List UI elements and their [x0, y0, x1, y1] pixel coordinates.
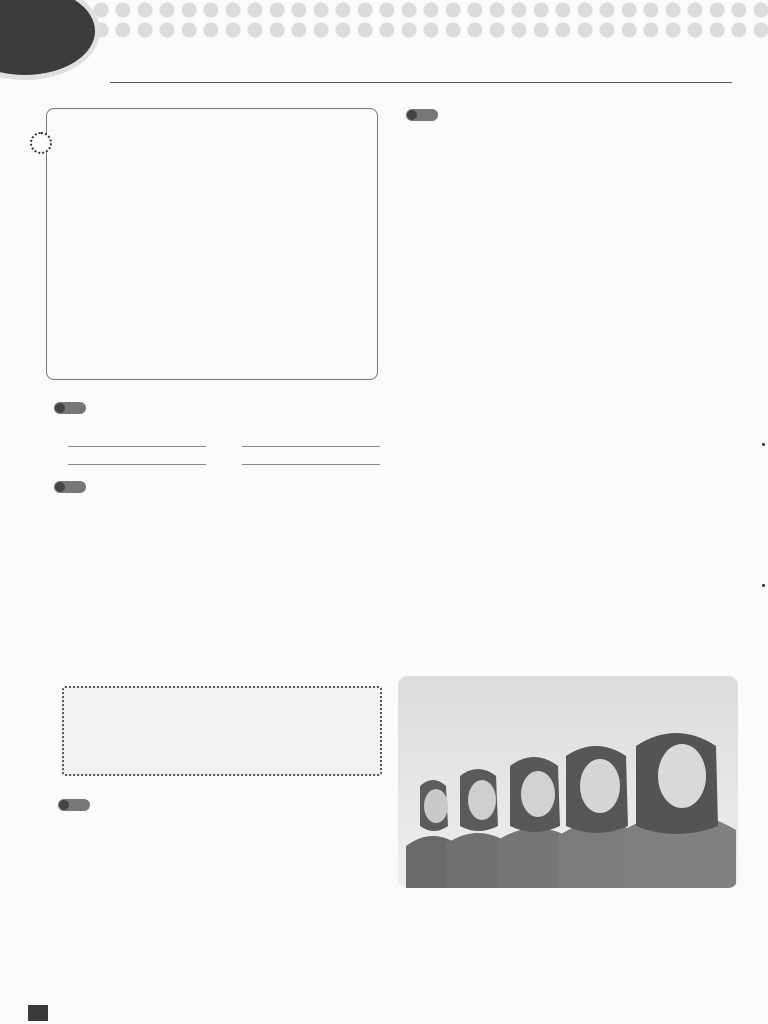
tip-box: [62, 686, 382, 776]
lesson-badge: [0, 0, 100, 80]
audio-track-icon[interactable]: [58, 799, 90, 811]
margin-mark: [762, 584, 765, 587]
q1-instruction: [74, 136, 77, 152]
q2-answer-line-3[interactable]: [242, 436, 380, 447]
clones-photo: [398, 676, 738, 888]
q3-audio: [54, 478, 86, 496]
q5-audio: [406, 106, 438, 124]
header-divider: [110, 82, 732, 83]
audio-track-icon[interactable]: [406, 109, 438, 121]
q2-audio: [54, 399, 86, 417]
audio-track-icon[interactable]: [54, 402, 86, 414]
q2-answer-line-4[interactable]: [242, 454, 380, 465]
q2-answer-line-1[interactable]: [68, 436, 206, 447]
page-number: [28, 1005, 48, 1021]
q2-answer-line-2[interactable]: [68, 454, 206, 465]
header-pattern: [90, 0, 768, 40]
revision-box: [46, 108, 378, 380]
footer-unit: [56, 1007, 59, 1019]
dotted-circle-icon: [30, 132, 52, 154]
margin-mark: [762, 443, 765, 446]
photo-illustration: [398, 676, 738, 888]
q4-audio: [58, 796, 90, 814]
audio-track-icon[interactable]: [54, 481, 86, 493]
